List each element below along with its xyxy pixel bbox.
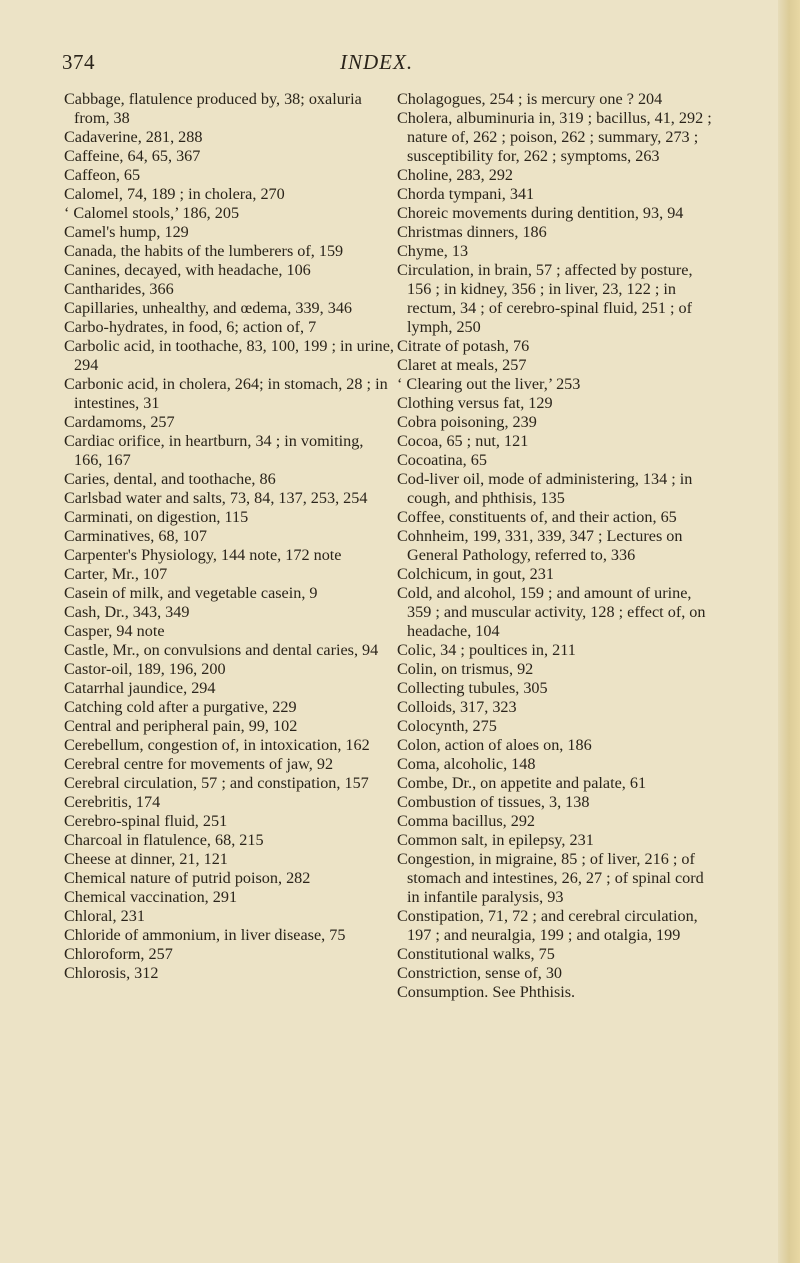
index-entry: Caffeine, 64, 65, 367 bbox=[64, 147, 201, 165]
index-entry: Carbonic acid, in cholera, 264; in stomach, 28 ; in intestines, 31 bbox=[64, 375, 388, 412]
index-entry: Cocoatina, 65 bbox=[397, 451, 487, 469]
index-entry: Chorda tympani, 341 bbox=[397, 185, 535, 203]
index-entry: Charcoal in flatulence, 68, 215 bbox=[64, 831, 264, 849]
index-entry: Cobra poisoning, 239 bbox=[397, 413, 537, 431]
index-entry: Cerebral centre for movements of jaw, 92 bbox=[64, 755, 334, 773]
index-entry: Combe, Dr., on appetite and palate, 61 bbox=[397, 774, 647, 792]
index-entry: Cantharides, 366 bbox=[64, 280, 174, 298]
index-entry: Coma, alcoholic, 148 bbox=[397, 755, 536, 773]
index-entry: Clothing versus fat, 129 bbox=[397, 394, 553, 412]
index-entry: Cheese at dinner, 21, 121 bbox=[64, 850, 228, 868]
index-entry: Christmas dinners, 186 bbox=[397, 223, 547, 241]
index-entry: Chloride of ammonium, in liver disease, 75 bbox=[64, 926, 346, 944]
index-entry: Cabbage, flatulence produced by, 38; oxaluria from, 38 bbox=[64, 90, 362, 127]
index-entry: Carbolic acid, in toothache, 83, 100, 199 ; in urine, 294 bbox=[64, 337, 394, 374]
index-entry: Caries, dental, and toothache, 86 bbox=[64, 470, 276, 488]
index-entry: Carbo-hydrates, in food, 6; action of, 7 bbox=[64, 318, 317, 336]
index-entry: Coffee, constituents of, and their action, 65 bbox=[397, 508, 677, 526]
index-entry: Cod-liver oil, mode of administering, 134 ; in cough, and phthisis, 135 bbox=[397, 470, 693, 507]
index-entry: Choreic movements during dentition, 93, 94 bbox=[397, 204, 684, 222]
index-entry: Colloids, 317, 323 bbox=[397, 698, 517, 716]
index-entry: Carlsbad water and salts, 73, 84, 137, 253, 254 bbox=[64, 489, 368, 507]
index-entry: Constitutional walks, 75 bbox=[397, 945, 555, 963]
index-column-left bbox=[64, 90, 394, 983]
index-entry: Consumption. See Phthisis. bbox=[397, 983, 576, 1001]
page-edge bbox=[778, 0, 800, 1263]
index-entry: Catarrhal jaundice, 294 bbox=[64, 679, 216, 697]
index-entry: Cerebro-spinal fluid, 251 bbox=[64, 812, 228, 830]
index-entry: Chemical nature of putrid poison, 282 bbox=[64, 869, 311, 887]
index-entry: Colic, 34 ; poultices in, 211 bbox=[397, 641, 576, 659]
index-entry: Capillaries, unhealthy, and œdema, 339, 346 bbox=[64, 299, 353, 317]
index-entry: Cholera, albuminuria in, 319 ; bacillus, 41, 292 ; nature of, 262 ; poison, 262 ; summary, 273 ; susceptibility for, 262 ; symptoms, 263 bbox=[397, 109, 712, 165]
index-entry: ‘ Calomel stools,’ 186, 205 bbox=[64, 204, 240, 222]
index-entry: Colon, action of aloes on, 186 bbox=[397, 736, 592, 754]
index-entry: Cholagogues, 254 ; is mercury one ? 204 bbox=[397, 90, 663, 108]
index-entry: Cardiac orifice, in heartburn, 34 ; in vomiting, 166, 167 bbox=[64, 432, 364, 469]
index-entry: ‘ Clearing out the liver,’ 253 bbox=[397, 375, 581, 393]
index-entry: Comma bacillus, 292 bbox=[397, 812, 536, 830]
index-entry: Colin, on trismus, 92 bbox=[397, 660, 534, 678]
index-entry: Carter, Mr., 107 bbox=[64, 565, 168, 583]
index-entry: Congestion, in migraine, 85 ; of liver, 216 ; of stomach and intestines, 26, 27 ; of spinal cord in infantile paralysis, 93 bbox=[397, 850, 704, 906]
index-entry: Casein of milk, and vegetable casein, 9 bbox=[64, 584, 318, 602]
index-entry: Combustion of tissues, 3, 138 bbox=[397, 793, 590, 811]
index-entry: Catching cold after a purgative, 229 bbox=[64, 698, 297, 716]
index-entry: Carminati, on digestion, 115 bbox=[64, 508, 249, 526]
index-entry: Citrate of potash, 76 bbox=[397, 337, 530, 355]
index-entry: Claret at meals, 257 bbox=[397, 356, 527, 374]
index-entry: Cohnheim, 199, 331, 339, 347 ; Lectures on General Pathology, referred to, 336 bbox=[397, 527, 683, 564]
page-header bbox=[0, 50, 800, 82]
index-entry: Choline, 283, 292 bbox=[397, 166, 514, 184]
index-entry: Cerebritis, 174 bbox=[64, 793, 161, 811]
index-entry: Calomel, 74, 189 ; in cholera, 270 bbox=[64, 185, 285, 203]
index-entry: Carminatives, 68, 107 bbox=[64, 527, 207, 545]
index-entry: Chyme, 13 bbox=[397, 242, 469, 260]
page-number: 374 bbox=[62, 50, 95, 74]
index-entry: Canines, decayed, with headache, 106 bbox=[64, 261, 311, 279]
index-entry: Castle, Mr., on convulsions and dental caries, 94 bbox=[64, 641, 379, 659]
index-entry: Colchicum, in gout, 231 bbox=[397, 565, 554, 583]
index-entry: Chloroform, 257 bbox=[64, 945, 173, 963]
page-title: INDEX. bbox=[340, 50, 414, 74]
index-entry: Camel's hump, 129 bbox=[64, 223, 189, 241]
index-entry: Circulation, in brain, 57 ; affected by posture, 156 ; in kidney, 356 ; in liver, 23, 122 ; in rectum, 34 ; of cerebro-spinal fluid, 251 ; of lymph, 250 bbox=[397, 261, 693, 336]
index-entry: Cerebral circulation, 57 ; and constipation, 157 bbox=[64, 774, 369, 792]
index-entry: Canada, the habits of the lumberers of, 159 bbox=[64, 242, 344, 260]
index-entry: Castor-oil, 189, 196, 200 bbox=[64, 660, 226, 678]
index-entry: Carpenter's Physiology, 144 note, 172 note bbox=[64, 546, 342, 564]
index-entry: Common salt, in epilepsy, 231 bbox=[397, 831, 594, 849]
index-entry: Collecting tubules, 305 bbox=[397, 679, 548, 697]
index-entry: Cardamoms, 257 bbox=[64, 413, 175, 431]
index-entry: Central and peripheral pain, 99, 102 bbox=[64, 717, 298, 735]
index-entry: Cadaverine, 281, 288 bbox=[64, 128, 203, 146]
index-entry: Chloral, 231 bbox=[64, 907, 145, 925]
index-entry: Colocynth, 275 bbox=[397, 717, 497, 735]
index-entry: Caffeon, 65 bbox=[64, 166, 141, 184]
index-entry: Cocoa, 65 ; nut, 121 bbox=[397, 432, 529, 450]
index-entry: Cerebellum, congestion of, in intoxication, 162 bbox=[64, 736, 370, 754]
index-entry: Cash, Dr., 343, 349 bbox=[64, 603, 190, 621]
index-entry: Casper, 94 note bbox=[64, 622, 165, 640]
index-entry: Chlorosis, 312 bbox=[64, 964, 159, 982]
index-column-right bbox=[397, 90, 715, 1002]
index-entry: Constipation, 71, 72 ; and cerebral circulation, 197 ; and neuralgia, 199 ; and otalgia, 199 bbox=[397, 907, 698, 944]
index-entry: Chemical vaccination, 291 bbox=[64, 888, 238, 906]
index-entry: Constriction, sense of, 30 bbox=[397, 964, 563, 982]
index-entry: Cold, and alcohol, 159 ; and amount of urine, 359 ; and muscular activity, 128 ; effect of, on headache, 104 bbox=[397, 584, 706, 640]
